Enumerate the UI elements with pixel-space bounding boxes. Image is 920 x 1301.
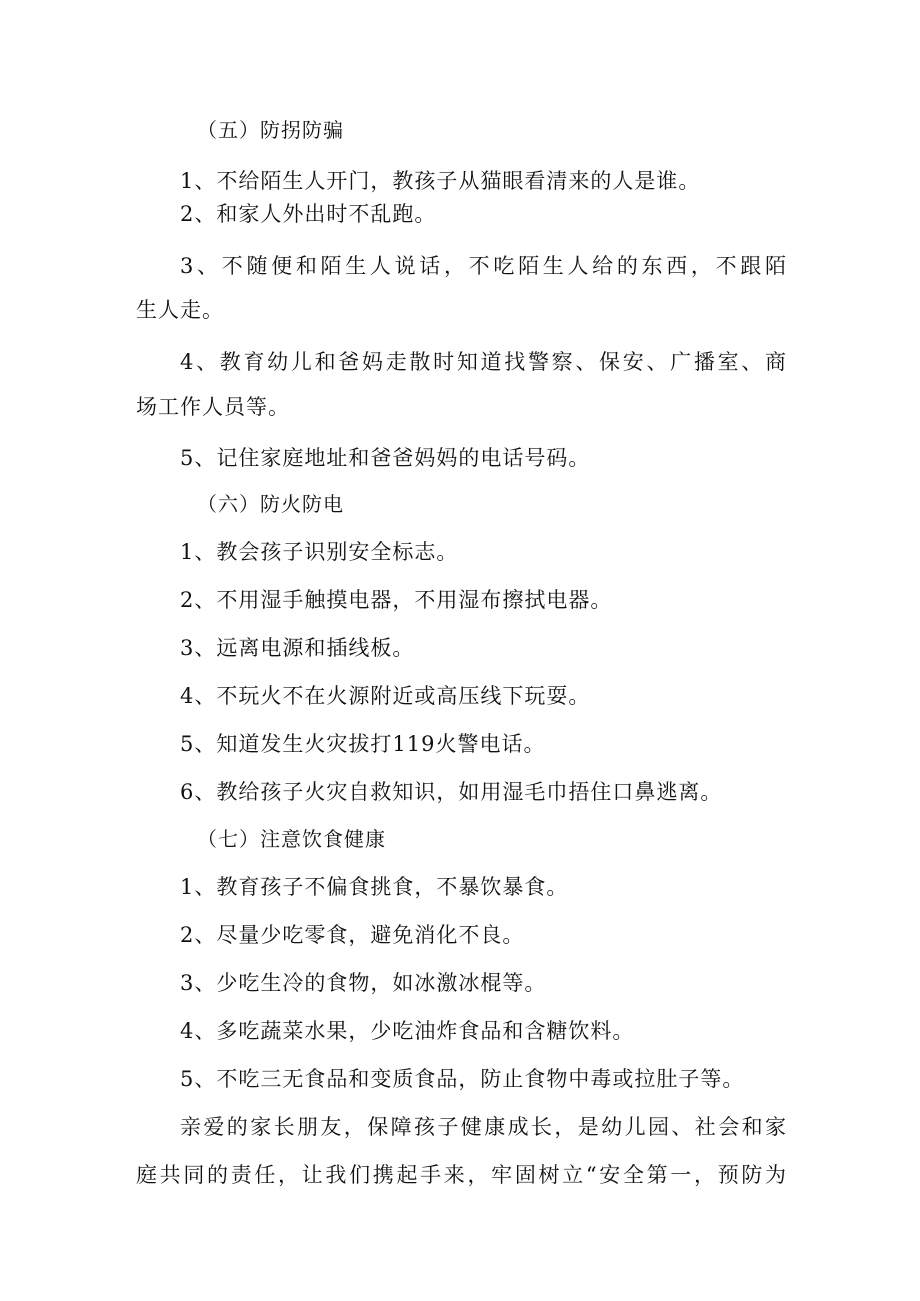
list-item: 4、不玩火不在火源附近或高压线下玩耍。 <box>180 684 591 708</box>
list-item: 5、不吃三无食品和变质食品，防止食物中毒或拉肚子等。 <box>180 1067 745 1091</box>
list-item-continuation: 场工作人员等。 <box>136 395 290 419</box>
list-item: 3、少吃生冷的食物，如冰激冰棍等。 <box>180 971 547 995</box>
list-item: 3、不随便和陌生人说话，不吃陌生人给的东西，不跟陌 <box>180 254 786 278</box>
list-item: 1、教育孩子不偏食挑食，不暴饮暴食。 <box>180 875 569 899</box>
list-item: 4、多吃蔬菜水果，少吃油炸食品和含糖饮料。 <box>180 1019 635 1043</box>
list-item: 1、不给陌生人开门，教孩子从猫眼看清来的人是谁。 <box>180 169 701 193</box>
list-item: 2、尽量少吃零食，避免消化不良。 <box>180 923 525 947</box>
list-item: 5、知道发生火灾拔打119火警电话。 <box>180 732 546 756</box>
list-item: 2、和家人外出时不乱跑。 <box>180 202 437 226</box>
list-item: 6、教给孩子火灾自救知识，如用湿毛巾捂住口鼻逃离。 <box>180 780 723 804</box>
section-heading-diet-health: （七）注意饮食健康 <box>197 827 386 851</box>
section-heading-anti-abduction: （五）防拐防骗 <box>197 118 344 142</box>
list-item: 5、记住家庭地址和爸爸妈妈的电话号码。 <box>180 446 591 470</box>
list-item: 3、远离电源和插线板。 <box>180 636 415 660</box>
list-item: 1、教会孩子识别安全标志。 <box>180 540 459 564</box>
list-item-continuation: 生人走。 <box>136 298 224 322</box>
closing-paragraph-line: 亲爱的家长朋友，保障孩子健康成长，是幼儿园、社会和家 <box>180 1115 786 1139</box>
section-heading-fire-electric: （六）防火防电 <box>197 492 344 516</box>
list-item: 2、不用湿手触摸电器，不用湿布擦拭电器。 <box>180 588 613 612</box>
closing-paragraph-line: 庭共同的责任，让我们携起手来，牢固树立“安全第一，预防为 <box>136 1163 786 1187</box>
list-item: 4、教育幼儿和爸妈走散时知道找警察、保安、广播室、商 <box>180 350 786 374</box>
